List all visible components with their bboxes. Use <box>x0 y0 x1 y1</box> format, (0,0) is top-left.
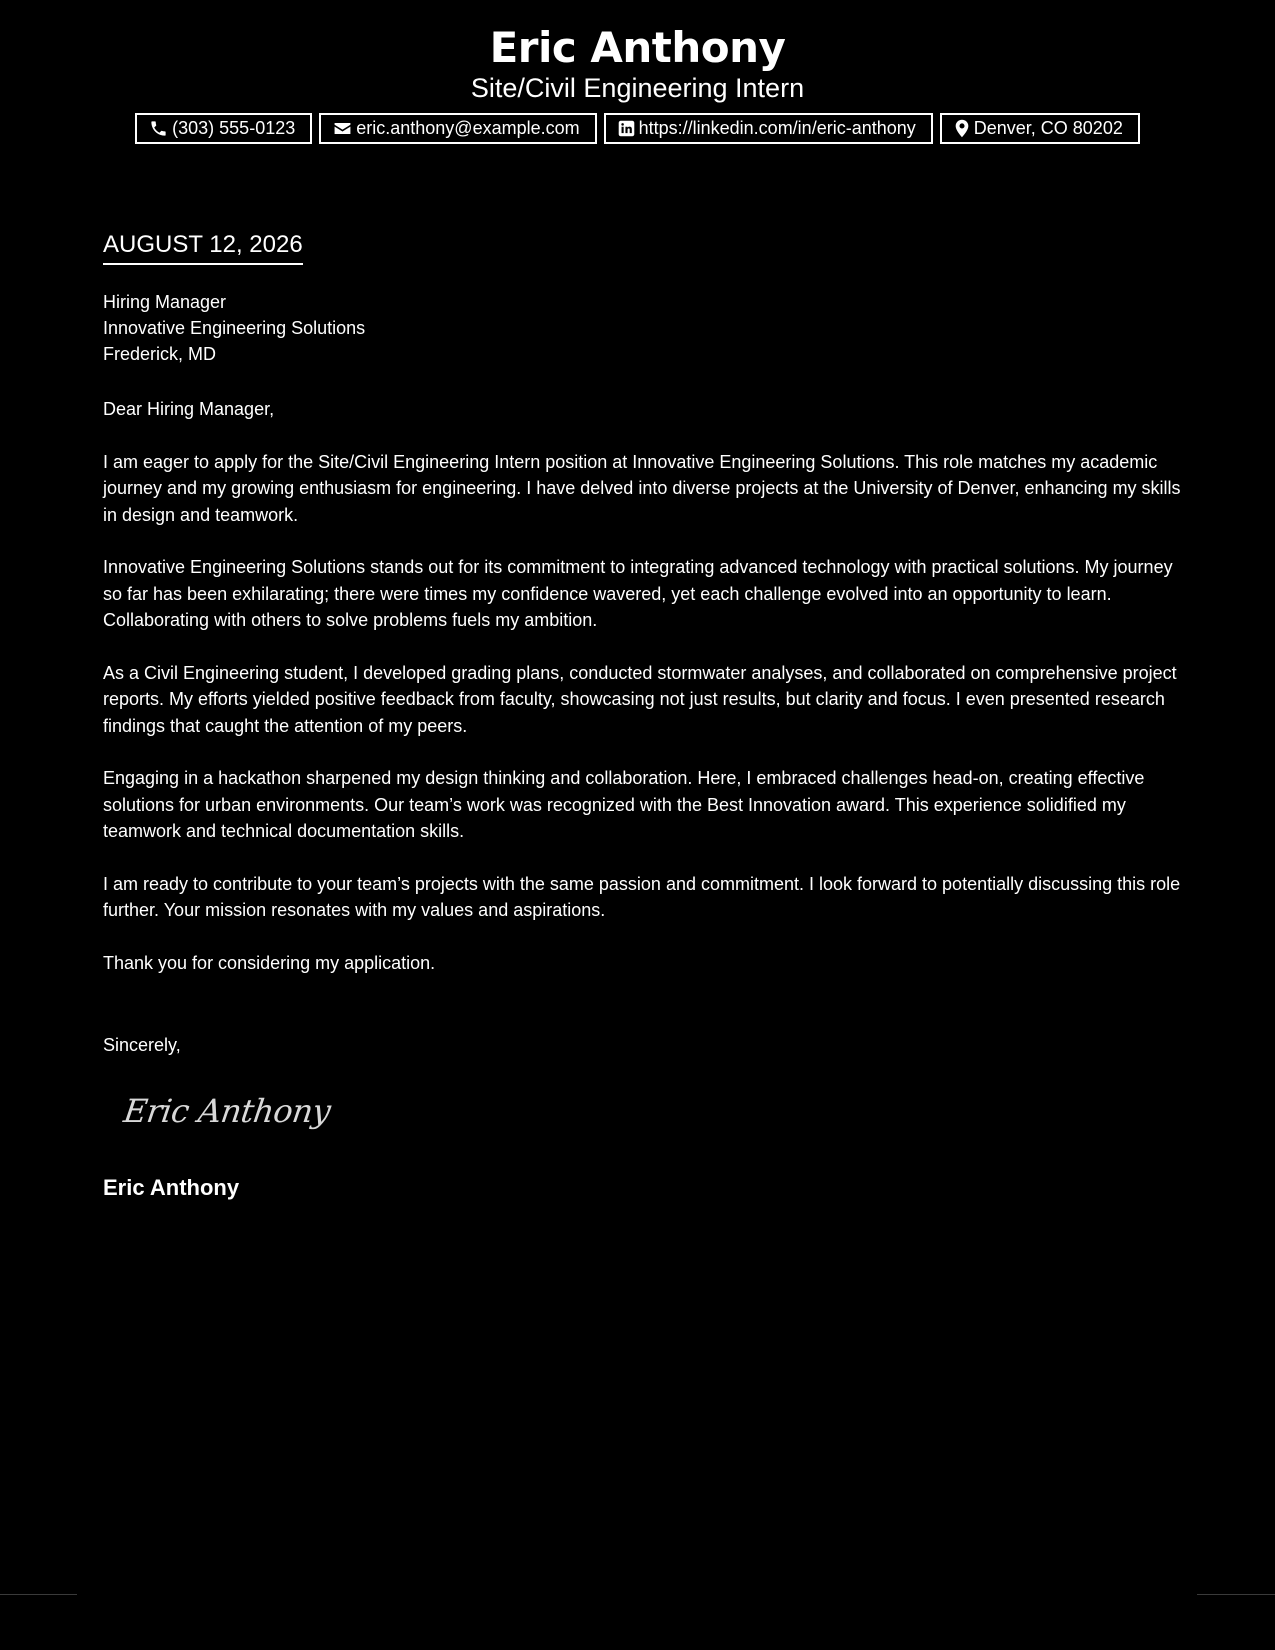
recipient-line: Hiring Manager <box>103 292 227 312</box>
applicant-name: Eric Anthony <box>489 23 786 72</box>
signer-name: Eric Anthony <box>103 1175 240 1200</box>
contact-phone[interactable] <box>135 113 312 144</box>
phone-text: (303) 555-0123 <box>172 118 296 138</box>
map-pin-icon <box>954 119 970 138</box>
contact-location[interactable] <box>940 113 1140 144</box>
body-paragraph: I am eager to apply for the Site/Civil Engineering Intern position at Innovative Engineering Solutions. This role matches my academic journey and my growing enthusiasm for engineering. I have delved into diverse projects at the University of Denver, enhancing my skills in design and teamwork. <box>103 451 1181 525</box>
location-text: Denver, CO 80202 <box>973 118 1123 138</box>
contact-email[interactable] <box>319 113 596 144</box>
applicant-title: Site/Civil Engineering Intern <box>470 73 805 103</box>
linkedin-text: https://linkedin.com/in/eric-anthony <box>638 118 916 138</box>
closing: Sincerely, <box>103 1035 181 1055</box>
handwritten-signature: Eric Anthony <box>121 1092 333 1130</box>
envelope-icon <box>333 119 352 138</box>
letter-body <box>103 396 1183 1002</box>
contact-linkedin[interactable] <box>604 113 933 144</box>
body-paragraph: I am ready to contribute to your team’s projects with the same passion and commitment. I look forward to potentially discussing this role further. Your mission resonates with my values and aspirations. <box>103 873 1181 920</box>
email-text: eric.anthony@example.com <box>356 118 580 138</box>
body-paragraph: Thank you for considering my application. <box>103 952 436 973</box>
linkedin-icon <box>618 120 635 137</box>
footer-divider <box>1197 1594 1275 1595</box>
letter-date: AUGUST 12, 2026 <box>103 230 303 265</box>
phone-icon <box>149 119 168 138</box>
body-paragraph: Engaging in a hackathon sharpened my design thinking and collaboration. Here, I embraced challenges head-on, creating effective solutions for urban environments. Our team’s work was recognized with the Best Innovation award. This experience solidified my teamwork and technical documentation skills. <box>103 768 1145 841</box>
recipient-line: Frederick, MD <box>103 344 217 364</box>
body-paragraph: As a Civil Engineering student, I developed grading plans, conducted stormwater analyses, and collaborated on comprehensive project reports. My efforts yielded positive feedback from faculty, showcasing not just results, but clarity and focus. I even presented research findings that caught the attention of my peers. <box>103 662 1177 736</box>
contact-bar <box>0 113 1275 144</box>
footer-divider <box>0 1594 77 1595</box>
salutation: Dear Hiring Manager, <box>103 399 275 419</box>
body-paragraph: Innovative Engineering Solutions stands out for its commitment to integrating advanced technology with practical solutions. My journey so far has been exhilarating; there were times my confidence wavered, yet each challenge evolved into an opportunity to learn. Collaborating with others to solve problems fuels my ambition. <box>103 557 1173 630</box>
letter-header <box>0 22 1275 104</box>
recipient-block <box>103 289 365 367</box>
recipient-line: Innovative Engineering Solutions <box>103 318 366 338</box>
